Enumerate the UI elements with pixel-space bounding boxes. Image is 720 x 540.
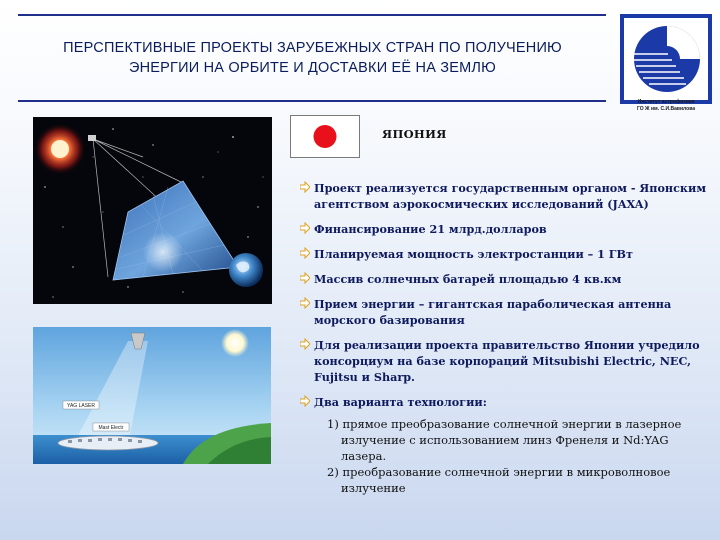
arrow-bullet-icon xyxy=(300,272,310,284)
variant-2-line1: 2) преобразование солнечной энергии в микроволновое xyxy=(327,465,671,479)
bullet-text: Финансирование 21 млрд.долларов xyxy=(314,222,547,236)
arrow-bullet-icon xyxy=(300,395,310,407)
project-facts-list xyxy=(300,180,710,496)
arrow-bullet-icon xyxy=(300,222,310,234)
bullet-text: Два варианта технологии: xyxy=(314,395,487,409)
variant-1-line1: 1) прямое преобразование солнечной энергии в лазерное xyxy=(327,417,682,431)
variant-2-line2: излучение xyxy=(341,481,406,495)
institute-logo xyxy=(620,14,712,104)
arrow-bullet-icon xyxy=(300,247,310,259)
arrow-bullet-icon xyxy=(300,181,310,193)
list-item xyxy=(300,180,710,212)
lower-callout-label: Mast Electr xyxy=(98,425,124,431)
list-item xyxy=(300,394,710,410)
list-item xyxy=(300,271,710,287)
list-item xyxy=(300,337,710,385)
bullet-text: Проект реализуется государственным органом - Японским агентством аэрокосмических исследований (JAXA) xyxy=(314,181,707,211)
space-solar-satellite-image xyxy=(33,117,272,304)
list-item xyxy=(300,246,710,262)
logo-caption-line2: ГО Ж им. С.И.Вавилова xyxy=(637,106,695,112)
bullet-text: Планируемая мощность электростанции – 1 ГВт xyxy=(314,247,633,261)
logo-caption xyxy=(620,99,712,113)
bullet-text: Массив солнечных батарей площадью 4 кв.км xyxy=(314,272,622,286)
japan-flag xyxy=(290,115,360,158)
bullet-text: Прием энергии – гигантская параболическая антенна морского базирования xyxy=(314,297,672,327)
country-name: ЯПОНИЯ xyxy=(382,127,447,141)
arrow-bullet-icon xyxy=(300,338,310,350)
top-rule xyxy=(18,14,606,16)
bullet-text: Для реализации проекта правительство Японии учредило консорциум на базе корпораций Mitsubishi Electric, NEC, Fujitsu и Sharp. xyxy=(314,338,700,384)
page-title: ПЕРСПЕКТИВНЫЕ ПРОЕКТЫ ЗАРУБЕЖНЫХ СТРАН ПО ПОЛУЧЕНИЮ ЭНЕРГИИ НА ОРБИТЕ И ДОСТАВКИ ЕЁ НА ЗЕМЛЮ xyxy=(63,40,562,76)
variant-1-line2: излучение с использованием линз Френеля и Nd:YAG лазера. xyxy=(341,433,669,463)
laser-receiving-station-image xyxy=(33,327,271,464)
list-item xyxy=(300,221,710,237)
technology-variants xyxy=(327,416,712,496)
upper-callout-label: YAG LASER xyxy=(67,403,95,409)
logo-caption-line1: Институт астрофизики xyxy=(637,99,695,105)
arrow-bullet-icon xyxy=(300,297,310,309)
bottom-rule xyxy=(18,100,606,102)
list-item xyxy=(300,296,710,328)
